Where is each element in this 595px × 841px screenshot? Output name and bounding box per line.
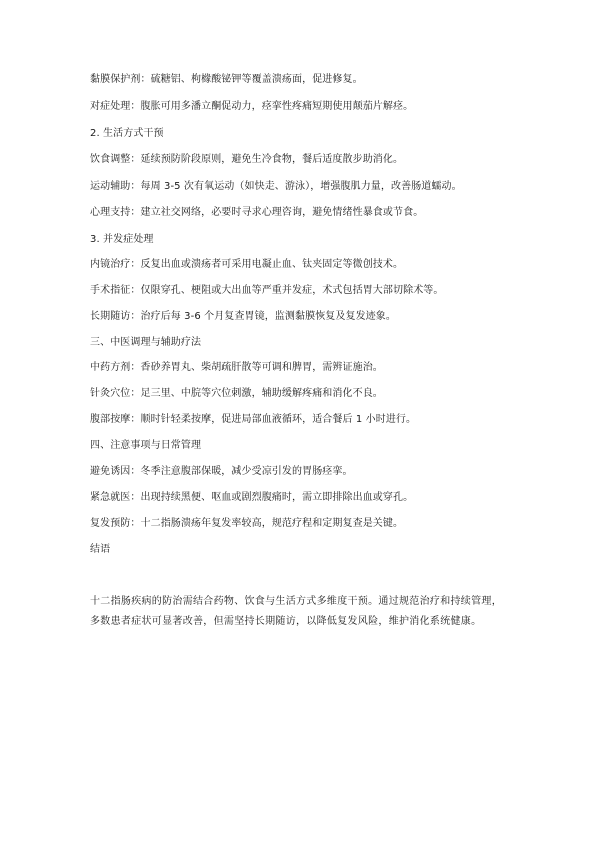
text-line-long-term-followup: 长期随访：治疗后每 3-6 个月复查胃镜，监测黏膜恢复及复发迹象。 bbox=[90, 311, 396, 322]
text-line-emergency-care: 紧急就医：出现持续黑便、呕血或剧烈腹痛时，需立即排除出血或穿孔。 bbox=[90, 492, 414, 503]
section-heading-lifestyle: 2. 生活方式干预 bbox=[90, 128, 164, 139]
section-heading-precautions: 四、注意事项与日常管理 bbox=[90, 440, 202, 451]
text-line-recurrence-prevention: 复发预防：十二指肠溃疡年复发率较高，规范疗程和定期复查是关键。 bbox=[90, 518, 404, 529]
text-line-avoid-triggers: 避免诱因：冬季注意腹部保暖，减少受凉引发的胃肠痉挛。 bbox=[90, 466, 353, 477]
conclusion-paragraph: 十二指肠疾病的防治需结合药物、饮食与生活方式多维度干预。通过规范治疗和持续管理，多数患者症状可显著改善，但需坚持长期随访，以降低复发风险，维护消化系统健康。 bbox=[90, 596, 502, 627]
section-heading-complications: 3. 并发症处理 bbox=[90, 234, 154, 245]
section-heading-conclusion: 结语 bbox=[90, 544, 111, 555]
text-line-surgery-indications: 手术指征：仅限穿孔、梗阻或大出血等严重并发症，术式包括胃大部切除术等。 bbox=[90, 285, 444, 296]
text-line-abdominal-massage: 腹部按摩：顺时针轻柔按摩，促进局部血液循环，适合餐后 1 小时进行。 bbox=[90, 414, 417, 425]
text-line-endoscopic-treatment: 内镜治疗：反复出血或溃疡者可采用电凝止血、钛夹固定等微创技术。 bbox=[90, 259, 404, 270]
text-line-mucosal-protectant: 黏膜保护剂：硫糖铝、枸橼酸铋钾等覆盖溃疡面，促进修复。 bbox=[90, 74, 363, 85]
text-line-herbal-formula: 中药方剂：香砂养胃丸、柴胡疏肝散等可调和脾胃，需辨证施治。 bbox=[90, 362, 383, 373]
text-line-symptomatic-treatment: 对症处理：腹胀可用多潘立酮促动力，痉挛性疼痛短期使用颠茄片解痉。 bbox=[90, 101, 414, 112]
text-line-exercise: 运动辅助：每周 3-5 次有氧运动（如快走、游泳），增强腹肌力量，改善肠道蠕动。 bbox=[90, 181, 462, 192]
text-line-psychological-support: 心理支持：建立社交网络，必要时寻求心理咨询，避免情绪性暴食或节食。 bbox=[90, 207, 424, 218]
text-line-diet-adjustment: 饮食调整：延续预防阶段原则，避免生冷食物，餐后适度散步助消化。 bbox=[90, 154, 404, 165]
text-line-acupuncture: 针灸穴位：足三里、中脘等穴位刺激，辅助缓解疼痛和消化不良。 bbox=[90, 388, 383, 399]
section-heading-tcm: 三、中医调理与辅助疗法 bbox=[90, 337, 202, 348]
